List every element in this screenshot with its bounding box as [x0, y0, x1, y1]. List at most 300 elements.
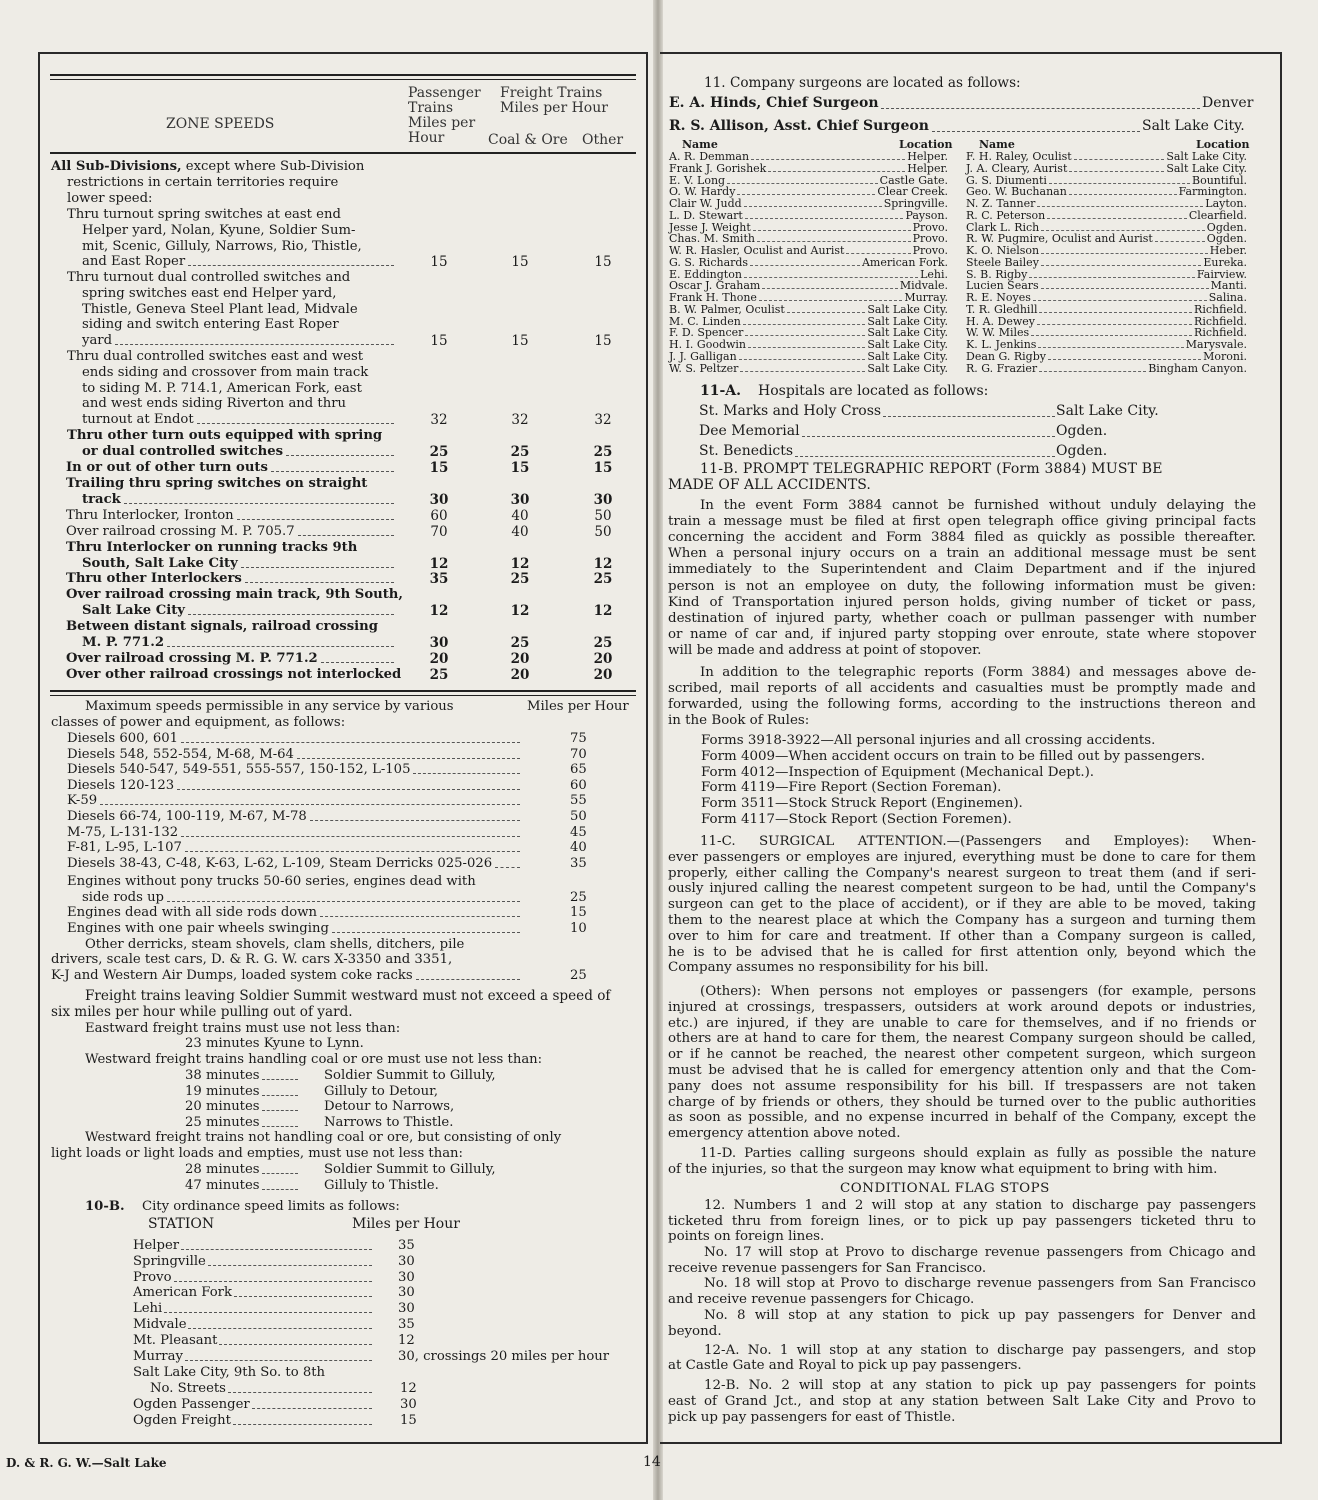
- surgeon-leader: [748, 347, 865, 348]
- surgeon-name: F. H. Raley, Oculist: [966, 150, 1072, 163]
- surgeon-name: N. Z. Tanner: [966, 197, 1036, 210]
- passenger-speed: 12: [429, 555, 449, 572]
- other-speed: 20: [593, 651, 613, 667]
- hospital-leader: [802, 436, 1055, 437]
- surgeon-location: Castle Gate.: [879, 173, 948, 187]
- surgical-paragraph: over to him for care and treatment. If other than a Company surgeon is called,: [668, 928, 1256, 944]
- dot-leader: [332, 932, 520, 933]
- max-row-leader: [181, 742, 520, 743]
- minutes-leader: [262, 1126, 298, 1127]
- max-row-value: 50: [570, 809, 587, 824]
- surgeon-name: H. A. Dewey: [966, 314, 1035, 328]
- city-leader: [188, 1328, 372, 1329]
- col-passenger-header: Trains: [408, 100, 454, 116]
- max-row-leader: [100, 804, 520, 805]
- surgeon-leader: [750, 265, 860, 266]
- city-station: Mt. Pleasant: [133, 1332, 218, 1348]
- max-row-value: 60: [570, 777, 587, 793]
- hospital-name: Dee Memorial: [699, 423, 800, 439]
- westward-other-rule: Westward freight trains not handling coal or ore, but consisting of only: [85, 1130, 562, 1145]
- zone-intro-line: restrictions in certain territories require: [67, 175, 339, 190]
- surgeon-name: Dean G. Rigby: [966, 349, 1046, 363]
- zone-row-leader: [167, 646, 394, 647]
- zone-row-text: and East Roper: [82, 254, 186, 270]
- surgeon-location-header: Location: [1196, 138, 1250, 151]
- flag-stop-line: receive revenue passengers for San Francisco.: [668, 1261, 987, 1276]
- surgeon-leader: [1031, 335, 1192, 336]
- surgeon-location: Murray.: [904, 291, 948, 304]
- surgical-others-paragraph: etc.) are injured, if they are unable to care for themselves, and if no friends or: [668, 1015, 1256, 1031]
- surgeon-leader: [787, 312, 866, 313]
- passenger-speed: 15: [430, 333, 448, 350]
- max-row-value: 25: [570, 890, 587, 905]
- hospitals-heading-number: 11-A.: [700, 383, 742, 399]
- max-row-leader: [413, 773, 520, 774]
- coal-ore-speed: 20: [510, 651, 530, 667]
- other-speed: 12: [593, 602, 613, 619]
- city-leader: [174, 1281, 372, 1282]
- surgeon-leader: [743, 324, 866, 325]
- zone-row-leader: [237, 519, 394, 520]
- surgeon-leader: [1049, 183, 1190, 184]
- surgeon-name: E. Eddington: [669, 267, 742, 281]
- city-station: Provo: [133, 1269, 172, 1285]
- col-coal-ore-header: Coal & Ore: [488, 132, 568, 148]
- surgical-others-paragraph: emergency attention above noted.: [668, 1126, 901, 1142]
- surgeon-location: Salt Lake City.: [867, 361, 948, 375]
- report-paragraph: person is not an employee on duty, the following information must be given:: [668, 578, 1256, 594]
- report-paragraph: train a message must be filed at first open telegraph office giving principal facts: [668, 514, 1256, 530]
- other-speed: 30: [593, 491, 613, 508]
- zone-row-text: yard: [82, 333, 113, 349]
- report-form-line: Form 4012—Inspection of Equipment (Mechanical Dept.).: [701, 764, 1095, 780]
- surgeon-leader: [846, 253, 910, 254]
- surgeon-leader: [745, 218, 904, 219]
- surgeon-name: R. E. Noyes: [966, 291, 1031, 304]
- coal-ore-speed: 15: [510, 460, 530, 476]
- surgeon-location: Ogden.: [1206, 232, 1247, 246]
- passenger-speed: 20: [429, 651, 449, 667]
- other-speed: 20: [593, 667, 613, 683]
- surgical-paragraph: ever passengers or employes are injured, everything must be done to care for them: [668, 849, 1256, 865]
- surgeon-leader: [1041, 265, 1201, 266]
- report-form-line: Form 4119—Fire Report (Section Foreman).: [701, 780, 1002, 796]
- zone-row-text: Thru turnout spring switches at east end: [67, 207, 341, 222]
- flag-stop-line: 12. Numbers 1 and 2 will stop at any station to discharge pay passengers: [704, 1198, 1256, 1213]
- zone-row-leader: [298, 535, 394, 536]
- max-row-label: Engines without pony trucks 50-60 series, engines dead with: [67, 874, 476, 889]
- zone-row-text: M. P. 771.2: [82, 634, 164, 650]
- max-row-label: Diesels 66-74, 100-119, M-67, M-78: [67, 809, 307, 824]
- max-row-label: Diesels 120-123: [67, 777, 175, 793]
- max-row-leader: [177, 789, 520, 790]
- surgeon-location: Salt Lake City.: [1166, 150, 1247, 163]
- coal-ore-speed: 25: [510, 571, 530, 587]
- city-leader: [185, 1360, 372, 1361]
- max-row-value: 75: [570, 731, 587, 746]
- zone-row-text: Salt Lake City: [82, 602, 185, 618]
- surgeon-name: L. D. Stewart: [669, 208, 743, 222]
- hospitals-heading: Hospitals are located as follows:: [758, 383, 989, 399]
- surgeon-location: Richfield.: [1194, 314, 1247, 328]
- col-other-header: Other: [582, 132, 624, 148]
- coal-ore-speed: 25: [510, 634, 530, 651]
- max-row-label: M-75, L-131-132: [67, 824, 179, 840]
- zone-row-leader: [286, 455, 394, 456]
- surgeon-location-header: Location: [899, 138, 953, 151]
- coal-ore-speed: 20: [510, 667, 530, 683]
- surgeon-leader: [757, 241, 911, 242]
- dot-leader: [233, 1424, 372, 1425]
- max-intro: Maximum speeds permissible in any service by various: [85, 699, 454, 714]
- surgical-others-paragraph: as soon as possible, and no expense incurred in behalf of the Company, except the: [668, 1110, 1256, 1126]
- surgeon-name: Steele Bailey: [966, 255, 1039, 269]
- surgical-paragraph: he is to be advised that he is called for first attention only, beyond which the: [668, 944, 1256, 960]
- city-leader: [208, 1265, 372, 1266]
- minutes-route: Gilluly to Thistle.: [324, 1177, 439, 1193]
- coal-ore-speed: 30: [510, 491, 530, 508]
- report-form-line: Forms 3918-3922—All personal injuries and all crossing accidents.: [701, 733, 1156, 748]
- surgeon-name: A. R. Demman: [669, 150, 750, 163]
- surgeon-location: Layton.: [1205, 197, 1247, 210]
- max-row-value: 35: [570, 855, 587, 871]
- city-speed: 30, crossings 20 miles per hour: [398, 1348, 610, 1364]
- surgeon-leader: [1041, 288, 1209, 289]
- minutes-value: 28 minutes: [185, 1162, 260, 1177]
- passenger-speed: 35: [429, 571, 449, 587]
- surgical-paragraph: ously injured calling the nearest competent surgeon to be had, until the Company's: [668, 881, 1256, 897]
- surgeon-location: Marysvale.: [1185, 338, 1247, 351]
- surgeon-location: American Fork.: [861, 255, 948, 269]
- surgeon-leader: [727, 183, 878, 184]
- other-speed: 50: [594, 508, 612, 524]
- surgical-others-paragraph: pany does not assume responsibility for his bill. If trespassers are not taken: [668, 1078, 1256, 1094]
- header-rule: [50, 152, 636, 154]
- city-station: American Fork: [133, 1285, 232, 1301]
- coal-ore-speed: 15: [511, 333, 529, 350]
- surgeon-leader: [740, 371, 865, 372]
- westward-other-rule: light loads or light loads and empties, must use not less than:: [51, 1146, 463, 1161]
- surgeon-leader: [744, 206, 882, 207]
- minutes-value: 47 minutes: [185, 1177, 260, 1193]
- surgeon-location: Provo.: [912, 220, 948, 234]
- hospital-leader: [883, 416, 1055, 417]
- surgeon-location: Salt Lake City.: [867, 338, 948, 351]
- dot-leader: [320, 916, 520, 917]
- surgeon-location: Salt Lake City.: [867, 349, 948, 363]
- city-station: Salt Lake City, 9th So. to 8th: [133, 1365, 326, 1380]
- surgical-paragraph: 11-C. SURGICAL ATTENTION.—(Passengers and Employes): When-: [700, 834, 1256, 849]
- surgeon-leader: [1039, 371, 1146, 372]
- zone-row-text: ends siding and crossover from main track: [82, 364, 369, 380]
- surgeon-location: Salt Lake City.: [867, 314, 948, 328]
- surgeon-location: Payson.: [905, 208, 948, 222]
- city-station: Midvale: [133, 1317, 187, 1332]
- zone-row-text: spring switches east end Helper yard,: [82, 285, 337, 301]
- coal-ore-speed: 25: [510, 443, 530, 460]
- zone-row-text: turnout at Endot: [82, 412, 194, 428]
- zone-row-text: siding and switch entering East Roper: [82, 317, 339, 333]
- hospital-leader: [795, 456, 1055, 457]
- report-paragraph: concerning the accident and Form 3884 filed as quickly as possible thereafter.: [668, 530, 1256, 546]
- zone-row-text: Thistle, Geneva Steel Plant lead, Midvale: [82, 301, 358, 317]
- max-row-label: Engines with one pair wheels swinging: [67, 921, 329, 936]
- other-speed: 12: [593, 555, 613, 572]
- surgeon-name: K. O. Nielson: [966, 244, 1040, 257]
- passenger-speed: 70: [430, 524, 448, 540]
- city-speed: 30: [398, 1285, 415, 1301]
- report-paragraph: When a personal injury occurs on a train an additional message must be sent: [668, 546, 1256, 562]
- report-paragraph: forwarded, using the following forms, according to the instructions thereon and: [668, 697, 1256, 713]
- city-leader: [219, 1344, 372, 1345]
- surgical-11d-paragraph: 11-D. Parties calling surgeons should explain as fully as possible the nature: [700, 1146, 1256, 1161]
- coal-ore-speed: 40: [511, 508, 529, 524]
- surgeon-location: Midvale.: [899, 279, 948, 293]
- surgeon-location: Salt Lake City.: [1166, 161, 1247, 175]
- surgical-others-paragraph: (Others): When persons not employes or passengers (for example, persons: [700, 984, 1256, 999]
- surgeon-name: J. J. Galligan: [669, 349, 737, 363]
- dot-leader: [932, 131, 1140, 132]
- zone-row-text: Over other railroad crossings not interlocked: [66, 667, 402, 682]
- report-paragraph: In addition to the telegraphic reports (Form 3884) and messages above de-: [700, 665, 1256, 680]
- surgeon-leader: [1069, 194, 1177, 195]
- surgeon-name: F. D. Spencer: [669, 326, 744, 340]
- flag-stop-line: at Castle Gate and Royal to pick up pay passengers.: [668, 1358, 1022, 1373]
- city-leader: [181, 1249, 372, 1250]
- surgeon-name: Geo. W. Buchanan: [966, 185, 1067, 199]
- coal-ore-speed: 12: [510, 555, 530, 572]
- report-paragraph: In the event Form 3884 cannot be furnished without unduly delaying the: [700, 498, 1256, 513]
- col-passenger-header: Hour: [408, 130, 445, 146]
- minutes-route: Gilluly to Detour,: [324, 1083, 439, 1099]
- surgeon-name: B. W. Palmer, Oculist: [669, 302, 785, 316]
- flag-stop-line: No. 8 will stop at any station to pick up pay passengers for Denver and: [704, 1308, 1256, 1323]
- surgeon-leader: [1037, 324, 1192, 325]
- surgeon-name: Lucien Sears: [966, 279, 1039, 293]
- surgeon-name: O. W. Hardy: [669, 185, 736, 199]
- double-rule: [50, 74, 636, 80]
- max-row-value: 55: [570, 793, 587, 809]
- max-row-label: F-81, L-95, L-107: [67, 840, 182, 856]
- surgeon-location: Manti.: [1210, 279, 1247, 293]
- report-paragraph: in the Book of Rules:: [668, 713, 810, 729]
- dot-leader: [228, 1392, 372, 1393]
- coal-ore-speed: 40: [511, 524, 529, 540]
- surgeon-location: Lehi.: [920, 267, 948, 281]
- coal-ore-speed: 32: [511, 412, 529, 429]
- zone-row-text: Thru Interlocker, Ironton: [66, 508, 234, 523]
- zone-row-text: and west ends siding Riverton and thru: [82, 396, 347, 412]
- city-heading-number: 10-B.: [85, 1199, 125, 1214]
- surgeon-leader: [751, 159, 905, 160]
- flag-stop-line: ticketed thru from foreign lines, or to pick up pay passengers ticketed thru to: [668, 1214, 1256, 1229]
- minutes-leader: [262, 1110, 298, 1111]
- max-intro: classes of power and equipment, as follows:: [51, 715, 346, 730]
- max-row-leader: [297, 758, 520, 759]
- zone-row-text: Over railroad crossing main track, 9th South,: [66, 587, 403, 602]
- report-paragraph: scribed, mail reports of all accidents and casualties must be promptly made and: [668, 681, 1256, 697]
- surgeon-name: M. C. Linden: [669, 314, 741, 328]
- chief-surgeon: E. A. Hinds, Chief Surgeon: [669, 95, 879, 111]
- other-speed: 15: [594, 333, 612, 350]
- passenger-speed: 15: [430, 254, 448, 271]
- surgeon-leader: [768, 171, 905, 172]
- report-heading: MADE OF ALL ACCIDENTS.: [668, 477, 871, 493]
- zone-row-leader: [241, 567, 394, 568]
- other-speed: 25: [593, 634, 613, 651]
- city-speed: 30: [398, 1269, 415, 1285]
- zone-row-text: mit, Scenic, Gilluly, Narrows, Rio, Thistle,: [82, 238, 362, 254]
- max-row-leader: [495, 867, 520, 868]
- surgical-others-paragraph: injured at crossings, trespassers, outsiders at work around depots or industries,: [668, 999, 1256, 1015]
- asst-chief-surgeon-location: Salt Lake City.: [1142, 118, 1245, 134]
- surgeon-leader: [737, 194, 875, 195]
- zone-intro-line: lower speed:: [67, 191, 153, 206]
- surgeon-name: Jesse J. Weight: [669, 220, 751, 234]
- minutes-value: 19 minutes: [185, 1083, 260, 1099]
- city-heading: City ordinance speed limits as follows:: [142, 1199, 400, 1214]
- zone-row-leader: [115, 344, 394, 345]
- city-station: Springville: [133, 1253, 206, 1269]
- surgeon-name: R. W. Pugmire, Oculist and Aurist: [966, 232, 1153, 246]
- zone-row-text: Between distant signals, railroad crossing: [66, 619, 378, 634]
- minutes-leader: [262, 1189, 298, 1190]
- flag-stop-line: east of Grand Jct., and stop at any station between Salt Lake City and Provo to: [668, 1394, 1256, 1409]
- zone-row-text: or dual controlled switches: [82, 443, 284, 459]
- col-freight-header: Freight Trains: [500, 85, 603, 101]
- westward-coal-rule: Westward freight trains handling coal or ore must use not less than:: [85, 1052, 543, 1067]
- city-speed: 15: [400, 1413, 417, 1428]
- minutes-route: Soldier Summit to Gilluly,: [324, 1162, 496, 1177]
- flag-stop-line: and receive revenue passengers for Chicago.: [668, 1292, 975, 1307]
- flag-stop-line: No. 17 will stop at Provo to discharge revenue passengers from Chicago and: [704, 1245, 1256, 1260]
- surgeon-location: Richfield.: [1194, 302, 1247, 316]
- city-col-station: STATION: [148, 1216, 215, 1232]
- zone-row-leader: [321, 662, 394, 663]
- passenger-speed: 32: [430, 412, 448, 429]
- surgeon-location: Heber.: [1209, 244, 1247, 257]
- surgeon-location: Springville.: [883, 197, 948, 210]
- city-speed: 35: [398, 1317, 415, 1332]
- surgeon-location: Bingham Canyon.: [1148, 361, 1247, 375]
- zone-row-text: Thru dual controlled switches east and west: [67, 349, 364, 364]
- surgical-paragraph: properly, either calling the Company's nearest surgeon to treat them (and if seri-: [668, 865, 1256, 881]
- surgeon-name: Frank J. Gorishek: [669, 161, 767, 175]
- other-speed: 15: [594, 254, 612, 271]
- max-row-label: Engines dead with all side rods down: [67, 905, 317, 920]
- surgeon-leader: [1069, 171, 1164, 172]
- hospital-name: St. Marks and Holy Cross: [699, 403, 882, 419]
- zone-row-text: track: [82, 491, 121, 507]
- surgical-others-paragraph: charge of by friends or others, they should be turned over to the public authorities: [668, 1094, 1256, 1110]
- surgeon-leader: [759, 300, 902, 301]
- surgical-paragraph: surgeon can get to the place of accident), or if they are able to be moved, taking: [668, 897, 1256, 913]
- dot-leader: [881, 108, 1200, 109]
- surgical-others-paragraph: or if he cannot be reached, the nearest other competent surgeon, which surgeon: [668, 1047, 1256, 1063]
- surgeon-name: K. L. Jenkins: [966, 338, 1037, 351]
- surgeon-leader: [1048, 359, 1201, 360]
- soldier-summit-rule: Freight trains leaving Soldier Summit westward must not exceed a speed of: [85, 988, 611, 1004]
- surgeon-name-header: Name: [682, 138, 718, 151]
- col-freight-header: Miles per Hour: [500, 100, 608, 116]
- surgeon-name: W. W. Miles: [966, 326, 1030, 340]
- surgeon-leader: [753, 230, 911, 231]
- soldier-summit-rule: six miles per hour while pulling out of yard.: [51, 1004, 353, 1020]
- max-row-label: K-59: [67, 793, 98, 809]
- report-form-line: Form 3511—Stock Struck Report (Enginemen).: [701, 796, 1023, 812]
- surgical-paragraph: Company assumes no responsibility for his bill.: [668, 960, 989, 976]
- city-station: Ogden Passenger: [133, 1397, 250, 1412]
- city-speed: 30: [398, 1253, 415, 1269]
- flag-stop-line: pick up pay passengers for east of Thistle.: [668, 1410, 956, 1425]
- zone-row-text: to siding M. P. 714.1, American Fork, east: [82, 380, 362, 396]
- surgeon-location: Provo.: [912, 232, 948, 246]
- eastward-rule: Eastward freight trains must use not less than:: [85, 1021, 401, 1036]
- minutes-leader: [262, 1095, 298, 1096]
- surgeon-location: Ogden.: [1206, 220, 1247, 234]
- surgeon-name: G. S. Richards: [669, 255, 749, 269]
- max-row-label: Diesels 38-43, C-48, K-63, L-62, L-109, Steam Derricks 025-026: [67, 855, 493, 871]
- surgeon-name: T. R. Gledhill: [966, 302, 1038, 316]
- zone-intro: All Sub-Divisions, except where Sub-Division: [51, 159, 365, 174]
- zone-row-text: Thru Interlocker on running tracks 9th: [66, 540, 358, 555]
- city-speed: 12: [400, 1381, 417, 1396]
- surgeon-location: Clear Creek.: [877, 185, 948, 199]
- chief-surgeon-location: Denver: [1202, 95, 1254, 111]
- flag-stop-line: 12-B. No. 2 will stop at any station to pick up pay passengers for points: [704, 1378, 1256, 1393]
- zone-row-text: Over railroad crossing M. P. 771.2: [66, 651, 318, 666]
- surgeon-name: G. S. Diumenti: [966, 173, 1047, 187]
- surgical-11d-paragraph: of the injuries, so that the surgeon may know what equipment to bring with him.: [668, 1161, 1218, 1177]
- surgeon-leader: [1041, 230, 1205, 231]
- surgeon-name: W. R. Hasler, Oculist and Aurist: [669, 244, 845, 257]
- zone-row-leader: [188, 265, 394, 266]
- zone-row-text: Trailing thru spring switches on straight: [66, 476, 368, 491]
- surgeon-location: Clearfield.: [1188, 208, 1247, 222]
- surgical-paragraph: them to the nearest place at which the Company has a surgeon and turning them: [668, 913, 1256, 928]
- other-speed: 25: [593, 571, 613, 587]
- max-row-label: side rods up: [82, 890, 165, 905]
- zone-speeds-title: ZONE SPEEDS: [166, 116, 275, 132]
- col-passenger-header: Miles per: [408, 115, 476, 131]
- surgeon-name-header: Name: [979, 138, 1015, 151]
- report-paragraph: or name of car and, if injured party stopping over enroute, state where stopover: [668, 626, 1256, 642]
- minutes-value: 38 minutes: [185, 1068, 260, 1083]
- passenger-speed: 12: [429, 602, 449, 619]
- surgeon-leader: [1039, 312, 1192, 313]
- zone-row-text: Thru other turn outs equipped with spring: [67, 428, 383, 443]
- report-paragraph: will be made and address at point of stopover.: [668, 642, 982, 658]
- zone-row-text: In or out of other turn outs: [66, 460, 268, 475]
- surgeon-name: H. I. Goodwin: [669, 338, 747, 351]
- zone-row-leader: [271, 471, 394, 472]
- surgeon-name: Oscar J. Graham: [669, 279, 761, 293]
- surgeon-leader: [1038, 347, 1183, 348]
- max-row-value: 70: [570, 746, 587, 762]
- city-leader: [164, 1312, 372, 1313]
- minutes-route: Narrows to Thistle.: [324, 1114, 454, 1130]
- max-row-value: 45: [570, 824, 587, 840]
- city-station: Lehi: [133, 1301, 163, 1317]
- max-row-leader: [185, 851, 520, 852]
- surgeon-location: Salt Lake City.: [867, 302, 948, 316]
- surgeon-location: Farmington.: [1178, 185, 1247, 199]
- report-form-line: Form 4009—When accident occurs on train to be filled out by passengers.: [701, 748, 1206, 764]
- passenger-speed: 60: [430, 508, 448, 524]
- city-station: Helper: [133, 1238, 180, 1253]
- max-row-value: 40: [570, 840, 587, 856]
- surgeon-leader: [1033, 300, 1207, 301]
